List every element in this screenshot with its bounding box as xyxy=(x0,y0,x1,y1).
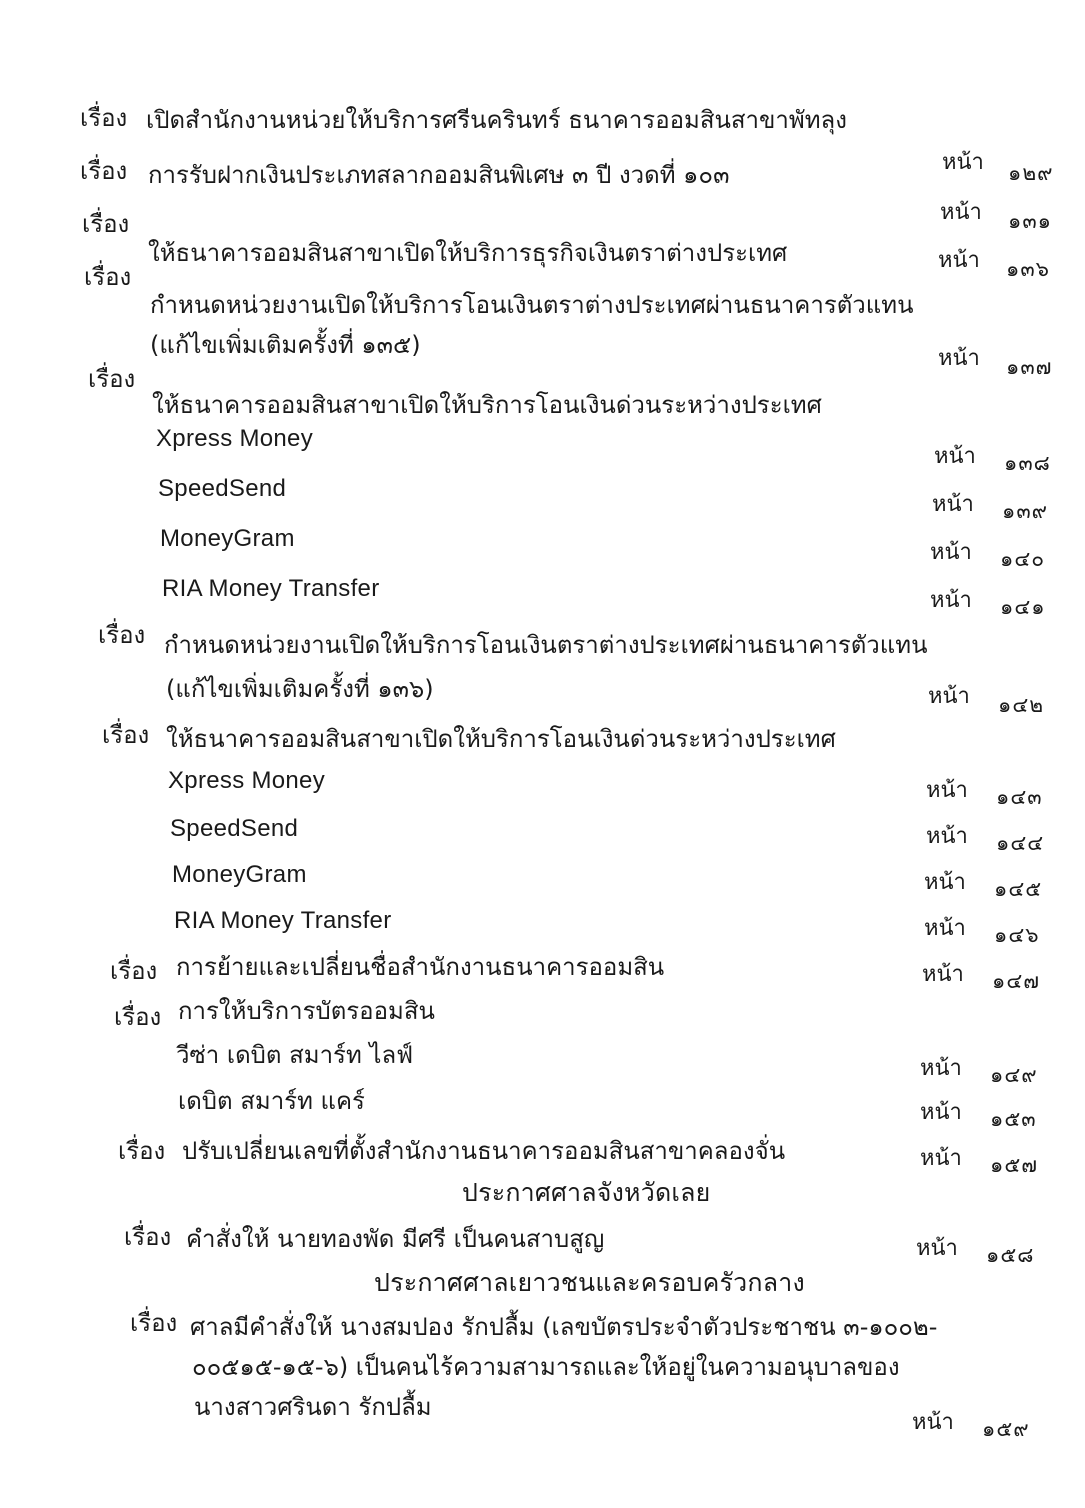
entry-title: ให้ธนาคารออมสินสาขาเปิดให้บริการโอนเงินด่วนระหว่างประเทศ xyxy=(166,725,836,753)
entry-title-continued: ๐๐๕๑๕-๑๕-๖) เป็นคนไร้ความสามารถและให้อยู่ในความอนุบาลของ xyxy=(192,1353,900,1381)
page-number: ๑๓๗ xyxy=(1006,355,1053,379)
page-label: หน้า xyxy=(926,778,968,803)
page-number: ๑๔๔ xyxy=(996,831,1045,855)
page-number: ๑๕๙ xyxy=(982,1417,1030,1441)
entry-title-continued: (แก้ไขเพิ่มเติมครั้งที่ ๑๓๖) xyxy=(166,675,434,703)
page-label: หน้า xyxy=(916,1236,958,1261)
ruang-label: เรื่อง xyxy=(114,1003,162,1031)
page-number: ๑๔๒ xyxy=(998,693,1045,717)
page-label: หน้า xyxy=(930,540,972,565)
entry-title: เปิดสำนักงานหน่วยให้บริการศรีนครินทร์ ธนาคารออมสินสาขาพัทลุง xyxy=(146,106,847,134)
sub-entry-title: SpeedSend xyxy=(158,475,287,502)
entry-title: ให้ธนาคารออมสินสาขาเปิดให้บริการโอนเงินด่วนระหว่างประเทศ xyxy=(152,391,822,419)
sub-entry-title: SpeedSend xyxy=(170,815,299,842)
page-number: ๑๕๘ xyxy=(986,1243,1035,1267)
page-number: ๑๔๐ xyxy=(1000,547,1046,571)
page-number: ๑๔๕ xyxy=(994,877,1043,901)
entry-title-continued: นางสาวศรินดา รักปลื้ม xyxy=(194,1393,432,1421)
entry-title: การย้ายและเปลี่ยนชื่อสำนักงานธนาคารออมสิน xyxy=(176,953,665,981)
page-label: หน้า xyxy=(926,824,968,849)
page-number: ๑๔๗ xyxy=(992,969,1041,993)
page-number: ๑๕๗ xyxy=(990,1153,1039,1177)
page-number: ๑๔๖ xyxy=(994,923,1040,947)
section-heading: ประกาศศาลเยาวชนและครอบครัวกลาง xyxy=(374,1268,805,1297)
page-label: หน้า xyxy=(924,916,966,941)
ruang-label: เรื่อง xyxy=(82,210,130,238)
entry-title: กำหนดหน่วยงานเปิดให้บริการโอนเงินตราต่างประเทศผ่านธนาคารตัวแทน xyxy=(150,291,914,319)
entry-title: การให้บริการบัตรออมสิน xyxy=(178,997,435,1025)
sub-entry-title: MoneyGram xyxy=(160,525,295,552)
page-label: หน้า xyxy=(922,962,964,987)
ruang-label: เรื่อง xyxy=(84,263,132,291)
sub-entry-title: Xpress Money xyxy=(168,767,325,794)
page-label: หน้า xyxy=(920,1146,962,1171)
ruang-label: เรื่อง xyxy=(98,621,146,649)
section-heading: ประกาศศาลจังหวัดเลย xyxy=(462,1178,711,1207)
page-number: ๑๔๙ xyxy=(990,1063,1038,1087)
entry-title: คำสั่งให้ นายทองพัด มีศรี เป็นคนสาบสูญ xyxy=(186,1225,605,1253)
entry-title: การรับฝากเงินประเภทสลากออมสินพิเศษ ๓ ปี งวดที่ ๑๐๓ xyxy=(148,161,730,189)
sub-entry-title: วีซ่า เดบิต สมาร์ท ไลฟ์ xyxy=(176,1041,414,1069)
sub-entry-title: RIA Money Transfer xyxy=(174,907,392,934)
ruang-label: เรื่อง xyxy=(130,1309,178,1337)
ruang-label: เรื่อง xyxy=(124,1223,172,1251)
ruang-label: เรื่อง xyxy=(80,157,128,185)
page-label: หน้า xyxy=(940,200,982,225)
page-label: หน้า xyxy=(932,492,974,517)
page-label: หน้า xyxy=(934,444,976,469)
entry-title: กำหนดหน่วยงานเปิดให้บริการโอนเงินตราต่างประเทศผ่านธนาคารตัวแทน xyxy=(164,631,928,659)
entry-title: ศาลมีคำสั่งให้ นางสมปอง รักปลื้ม (เลขบัตรประจำตัวประชาชน ๓-๑๐๐๒- xyxy=(190,1313,938,1341)
ruang-label: เรื่อง xyxy=(102,721,150,749)
sub-entry-title: เดบิต สมาร์ท แคร์ xyxy=(178,1087,365,1115)
ruang-label: เรื่อง xyxy=(110,957,158,985)
entry-title: ปรับเปลี่ยนเลขที่ตั้งสำนักงานธนาคารออมสินสาขาคลองจั่น xyxy=(182,1137,786,1165)
entry-title-continued: (แก้ไขเพิ่มเติมครั้งที่ ๑๓๕) xyxy=(150,331,421,359)
page-label: หน้า xyxy=(938,346,980,371)
entry-title: ให้ธนาคารออมสินสาขาเปิดให้บริการธุรกิจเงินตราต่างประเทศ xyxy=(148,239,788,267)
page-label: หน้า xyxy=(942,150,984,175)
page-number: ๑๓๙ xyxy=(1002,499,1049,523)
page-number: ๑๓๘ xyxy=(1004,451,1051,475)
page-label: หน้า xyxy=(912,1410,954,1435)
sub-entry-title: Xpress Money xyxy=(156,425,313,452)
ruang-label: เรื่อง xyxy=(118,1137,166,1165)
page-number: ๑๔๑ xyxy=(1000,595,1046,619)
ruang-label: เรื่อง xyxy=(80,104,128,132)
page-number: ๑๓๑ xyxy=(1008,209,1053,233)
page-label: หน้า xyxy=(924,870,966,895)
page-number: ๑๓๖ xyxy=(1006,257,1051,281)
page-label: หน้า xyxy=(928,684,970,709)
page-label: หน้า xyxy=(920,1100,962,1125)
sub-entry-title: RIA Money Transfer xyxy=(162,575,380,602)
page-number: ๑๕๓ xyxy=(990,1107,1037,1131)
page-label: หน้า xyxy=(920,1056,962,1081)
ruang-label: เรื่อง xyxy=(88,365,136,393)
page-number: ๑๒๙ xyxy=(1008,161,1054,185)
page-number: ๑๔๓ xyxy=(996,785,1043,809)
page-label: หน้า xyxy=(938,248,980,273)
sub-entry-title: MoneyGram xyxy=(172,861,307,888)
page-label: หน้า xyxy=(930,588,972,613)
